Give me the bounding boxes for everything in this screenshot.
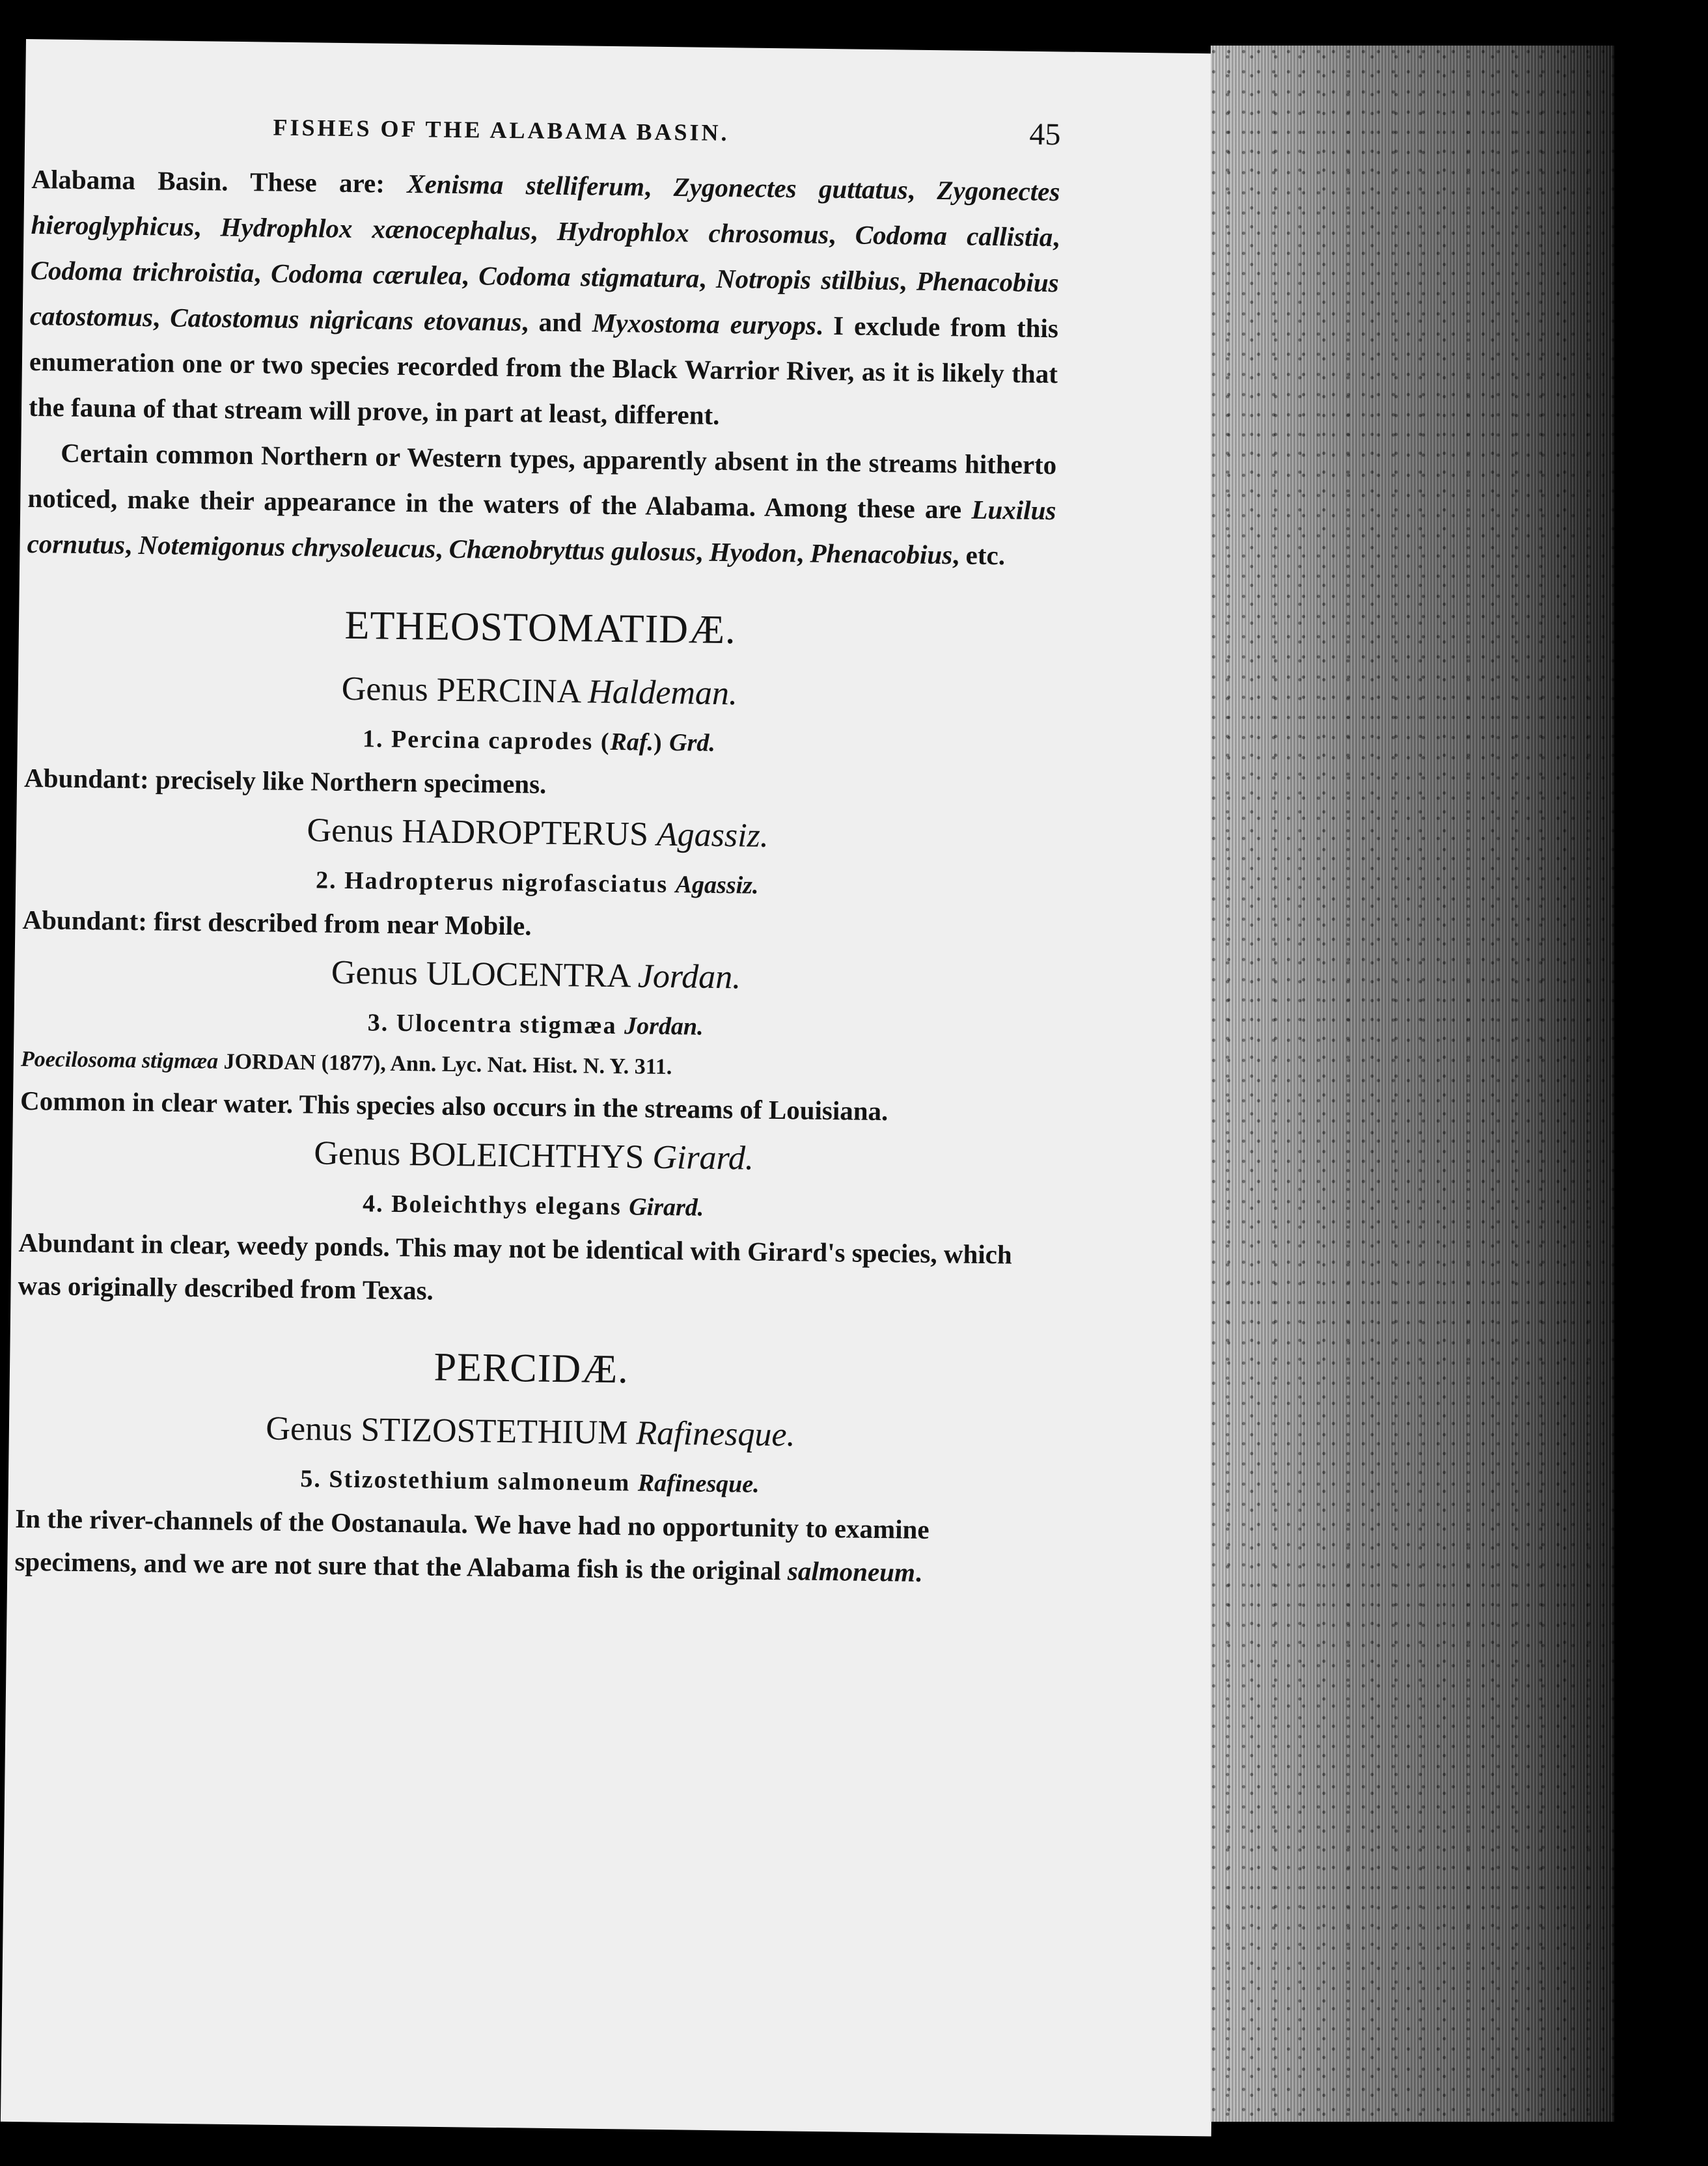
intro-paragraph-2 xyxy=(27,430,1056,579)
running-head xyxy=(32,98,1061,169)
text-run: , and xyxy=(521,307,593,338)
species-name: Stizostethium salmoneum xyxy=(329,1465,631,1497)
text-run: , xyxy=(461,260,479,291)
species-name-italic: Notemigonus chrysoleucus xyxy=(138,530,436,564)
text-run: , xyxy=(644,171,674,202)
species-paren-open: ( xyxy=(600,728,611,756)
text-run: , xyxy=(695,536,709,567)
species-name-italic: Hyodon xyxy=(709,536,797,568)
species-number: 1. xyxy=(362,725,392,753)
text-run: Alabama Basin. These are: xyxy=(31,163,407,199)
text-run: , xyxy=(907,174,937,205)
genus-author: Jordan. xyxy=(637,957,741,996)
text-run: , xyxy=(152,302,171,333)
text-run: , xyxy=(193,212,221,242)
species-note-3: Common in clear water. This species also occurs in the streams of Louisiana. xyxy=(20,1085,888,1127)
species-author: Jordan. xyxy=(624,1012,704,1041)
species-name-italic: Hydrophlox xænocephalus xyxy=(220,212,531,246)
species-name-italic: Codoma stigmatura xyxy=(478,260,700,294)
species-name-italic: Phenacobius xyxy=(810,538,953,570)
species-note-4: Abundant in clear, weedy ponds. This may not be identical with Girard's species, which was originally described from Texas. xyxy=(18,1227,1013,1306)
species-number: 4. xyxy=(362,1190,392,1218)
species-author: Girard. xyxy=(629,1193,704,1222)
species-name-italic: Chænobryttus gulosus xyxy=(448,533,696,567)
species-name-italic: Catostomus nigricans etovanus xyxy=(170,302,522,337)
species-name-italic: Xenisma stelliferum xyxy=(407,169,645,202)
genus-label: Genus xyxy=(266,1410,361,1449)
species-name-italic: Myxostoma euryops xyxy=(592,307,817,340)
synonym-name: Poecilosoma stigmæa xyxy=(20,1047,219,1074)
genus-name: BOLEICHTHYS xyxy=(408,1136,644,1176)
species-name-italic: Codoma trichroistia xyxy=(30,254,255,288)
family-heading-etheostomatidae: ETHEOSTOMATIDÆ. xyxy=(344,603,737,653)
text-run: Certain common Northern or Western types, apparently absent in the streams hitherto noticed, make their appearance in the waters of the Alabama. Among these are xyxy=(27,437,1057,525)
intro-paragraph-1 xyxy=(29,156,1060,442)
species-name: Ulocentra stigmæa xyxy=(396,1009,617,1040)
species-name-italic: Zygonectes hieroglyphicus xyxy=(31,174,1060,242)
species-name-italic: Hydrophlox chrosomus xyxy=(557,215,829,249)
species-author: Agassiz. xyxy=(675,871,759,899)
text-run: , xyxy=(435,533,450,564)
text-run: . I exclude from this enumeration one or two species recorded from the Black Warrior River, as it is likely that the fauna of that stream will prove, in part at least, different. xyxy=(28,310,1059,430)
note-italic: salmoneum xyxy=(787,1556,916,1587)
species-number: 2. xyxy=(315,866,345,894)
species-name-italic: Phenacobius catostomus xyxy=(29,266,1059,333)
book-page-edges xyxy=(1211,46,1614,2122)
note-text: In the river-channels of the Oostanaula. We have had no opportunity to examine specimens, and we are not sure that the Alabama fish is the original xyxy=(14,1503,930,1586)
species-name: Percina caprodes xyxy=(391,725,594,756)
species-name: Hadropterus nigrofasciatus xyxy=(344,866,668,899)
genus-author: Rafinesque. xyxy=(636,1414,795,1454)
genus-author: Haldeman. xyxy=(587,673,738,713)
species-name-italic: Luxilus cornutus xyxy=(27,494,1056,560)
genus-name: PERCINA xyxy=(436,671,580,711)
species-note-5 xyxy=(14,1497,1043,1595)
species-author: Grd. xyxy=(663,728,716,757)
genus-author: Agassiz. xyxy=(656,816,769,855)
species-paren-close: ) xyxy=(653,728,663,756)
synonym-citation: JORDAN (1877), Ann. Lyc. Nat. Hist. N. Y. 311. xyxy=(217,1049,672,1080)
text-block xyxy=(14,98,1061,1595)
species-name-italic: Codoma callistia xyxy=(855,219,1053,253)
text-run: , xyxy=(530,215,558,246)
text-run: , xyxy=(899,266,917,296)
species-name: Boleichthys elegans xyxy=(391,1190,622,1221)
text-run: , xyxy=(796,538,810,568)
text-run: , xyxy=(124,529,139,560)
species-name-italic: Codoma cærulea xyxy=(270,258,462,291)
genus-name: STIZOSTETHIUM xyxy=(360,1411,628,1452)
species-number: 5. xyxy=(300,1465,329,1493)
species-note-2: Abundant: first described from near Mobile. xyxy=(22,904,532,941)
species-number: 3. xyxy=(367,1009,396,1037)
genus-label: Genus xyxy=(331,953,427,993)
species-name-italic: Notropis stilbius xyxy=(715,263,900,296)
genus-label: Genus xyxy=(341,670,437,709)
species-note-1: Abundant: precisely like Northern specimens. xyxy=(23,762,547,799)
page-number: 45 xyxy=(1029,117,1061,152)
species-author: Rafinesque. xyxy=(637,1469,760,1498)
text-run: , xyxy=(1053,222,1060,253)
genus-label: Genus xyxy=(314,1134,409,1173)
genus-label: Genus xyxy=(307,812,402,851)
genus-name: ULOCENTRA xyxy=(426,955,630,995)
species-name-italic: Zygonectes guttatus xyxy=(673,172,909,205)
species-author-italic: Raf. xyxy=(610,728,654,756)
text-run: , etc. xyxy=(952,540,1006,571)
genus-name: HADROPTERUS xyxy=(402,813,649,853)
family-heading-percidae: PERCIDÆ. xyxy=(434,1345,629,1392)
text-run: , xyxy=(254,258,271,288)
note-end: . xyxy=(915,1557,922,1587)
genus-author: Girard. xyxy=(652,1138,754,1177)
running-head-title: FISHES OF THE ALABAMA BASIN. xyxy=(273,114,730,146)
text-run: , xyxy=(699,263,717,294)
text-run: , xyxy=(828,219,856,250)
